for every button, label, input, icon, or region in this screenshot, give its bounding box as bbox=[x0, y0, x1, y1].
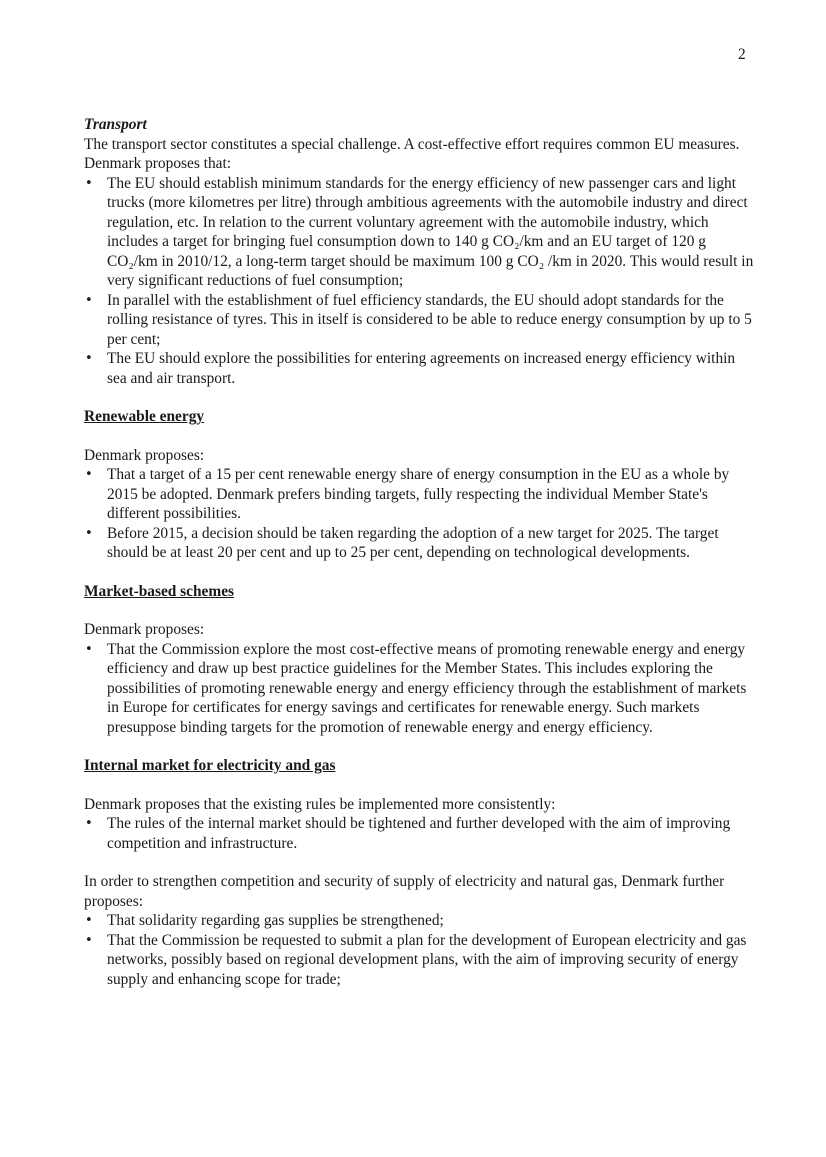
document-body bbox=[84, 115, 754, 989]
section-renewable-energy bbox=[84, 407, 754, 563]
section-internal-market bbox=[84, 756, 754, 989]
paragraph-market-intro: Denmark proposes: bbox=[84, 621, 205, 638]
bullet-list-internal bbox=[84, 814, 754, 853]
list-item: • That the Commission be requested to submit a plan for the development of European electricity and gas networks, possibly based on regional development plans, with the aim of improving security of energy supply and enhancing scope for trade; bbox=[84, 931, 754, 990]
bullet-list-market bbox=[84, 640, 754, 738]
bullet-list-transport bbox=[84, 174, 754, 389]
paragraph-internal-intro-2: In order to strengthen competition and security of supply of electricity and natural gas, Denmark further proposes: bbox=[84, 873, 725, 910]
section-transport bbox=[84, 115, 754, 388]
list-item: • The EU should explore the possibilities for entering agreements on increased energy efficiency within sea and air transport. bbox=[84, 349, 754, 388]
list-item: • Before 2015, a decision should be taken regarding the adoption of a new target for 2025. The target should be at least 20 per cent and up to 25 per cent, depending on technological developments. bbox=[84, 524, 754, 563]
list-item: • That the Commission explore the most cost-effective means of promoting renewable energy and energy efficiency and draw up best practice guidelines for the Member States. This includes exploring the possibilities of promoting renewable energy and energy efficiency through the establishment of markets in Europe for certificates for energy savings and certificates for renewable energy. Such markets presuppose binding targets for the promotion of renewable energy and energy efficiency. bbox=[84, 640, 754, 738]
list-item: • The rules of the internal market should be tightened and further developed with the aim of improving competition and infrastructure. bbox=[84, 814, 754, 853]
section-heading-transport: Transport bbox=[84, 116, 147, 133]
paragraph-renewable-intro: Denmark proposes: bbox=[84, 446, 205, 464]
bullet-list-renewable bbox=[84, 465, 754, 563]
list-item: • That solidarity regarding gas supplies be strengthened; bbox=[84, 911, 754, 931]
list-item: • That a target of a 15 per cent renewable energy share of energy consumption in the EU as a whole by 2015 be adopted. Denmark prefers binding targets, fully respecting the individual Member State's different possibilities. bbox=[84, 465, 754, 524]
section-heading-renewable-energy: Renewable energy bbox=[84, 408, 205, 425]
bullet-list-internal-2 bbox=[84, 911, 754, 989]
section-market-based-schemes bbox=[84, 582, 754, 738]
section-heading-internal-market: Internal market for electricity and gas bbox=[84, 757, 336, 774]
page-number: 2 bbox=[738, 46, 746, 63]
paragraph-internal-intro: Denmark proposes that the existing rules be implemented more consistently: bbox=[84, 795, 556, 813]
list-item: • The EU should establish minimum standards for the energy efficiency of new passenger cars and light trucks (more kilometres per litre) through ambitious agreements with the automobile industry and direct regulation, etc. In relation to the current voluntary agreement with the automobile industry, which includes a target for bringing fuel consumption down to 140 g CO₂/km and an EU target of 120 g CO₂/km in 2010/12, a long-term target should be maximum 100 g CO₂ /km in 2020. This would result in very significant reductions of fuel consumption; bbox=[84, 174, 754, 291]
section-heading-market-based-schemes: Market-based schemes bbox=[84, 582, 235, 600]
list-item: • In parallel with the establishment of fuel efficiency standards, the EU should adopt standards for the rolling resistance of tyres. This in itself is considered to be able to reduce energy consumption by up to 5 per cent; bbox=[84, 291, 754, 350]
paragraph-transport-intro: The transport sector constitutes a special challenge. A cost-effective effort requires common EU measures. Denmark proposes that: bbox=[84, 135, 740, 172]
